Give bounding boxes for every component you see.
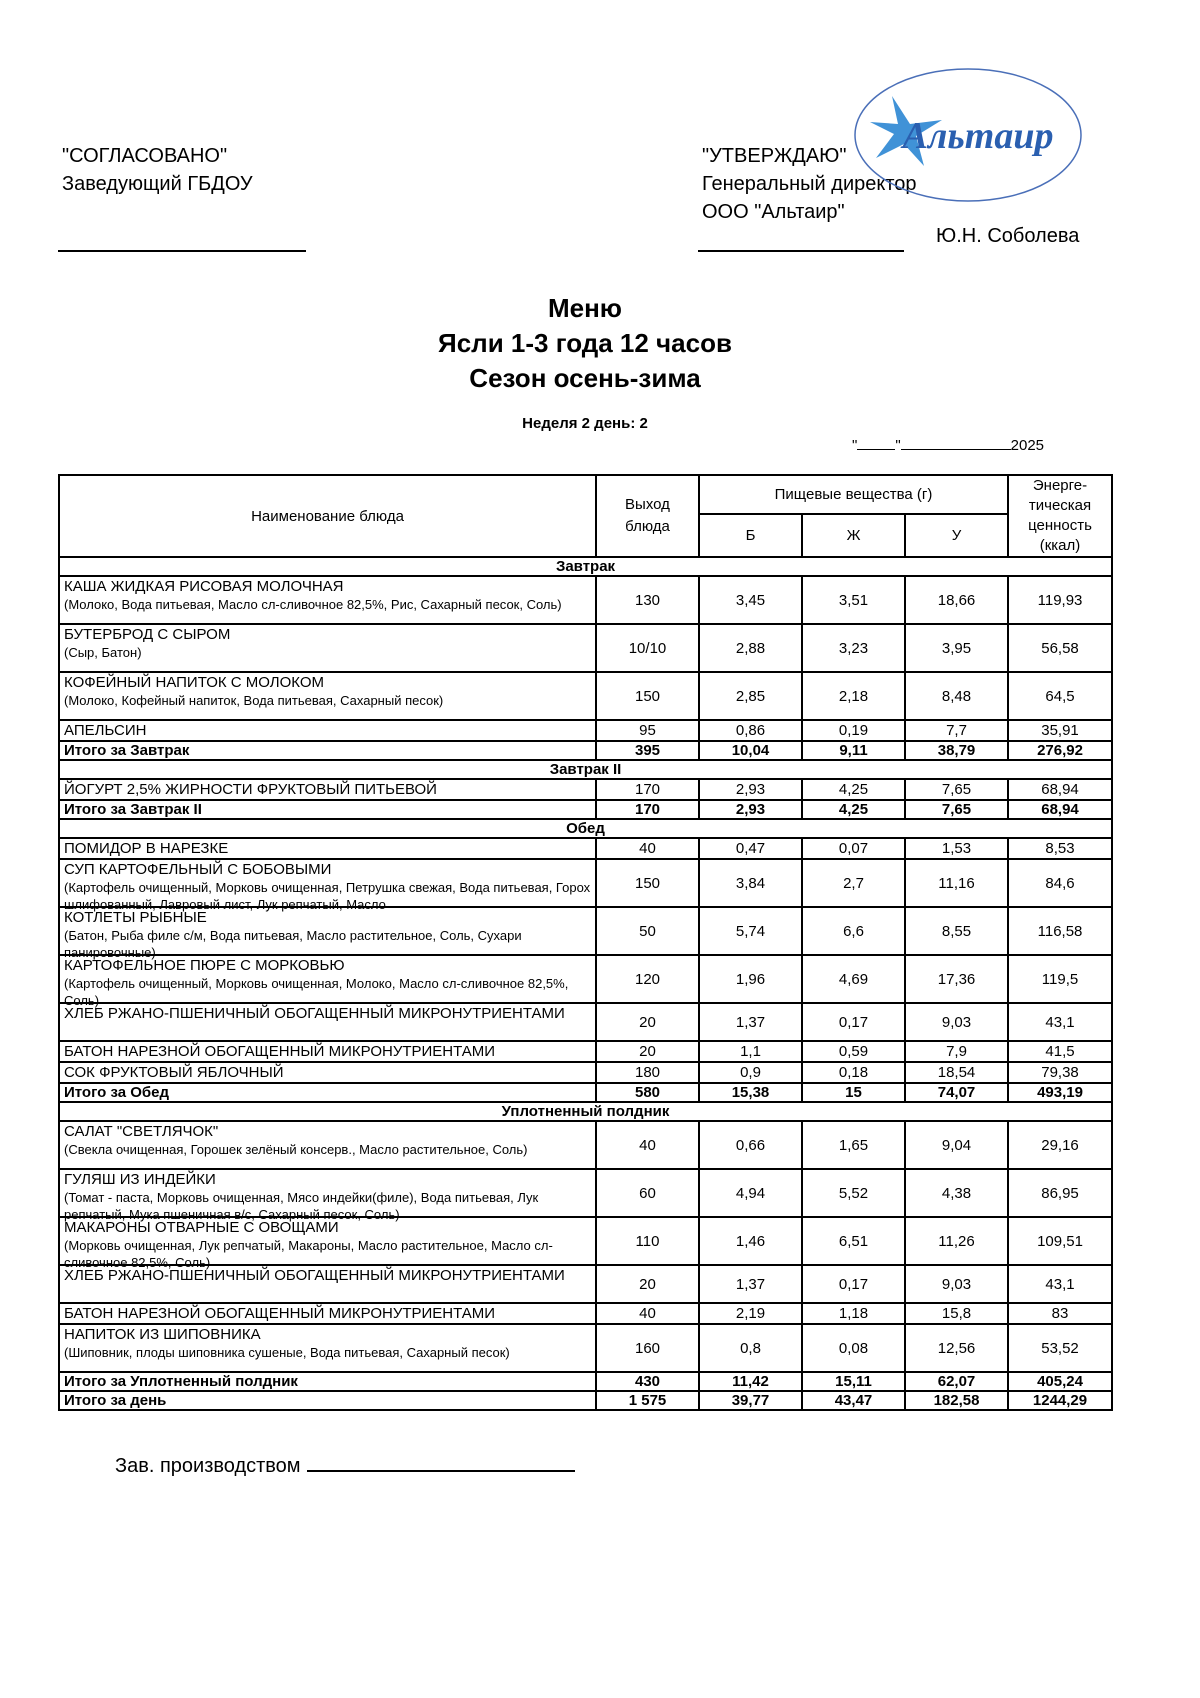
energy-cell: 68,94 — [1008, 779, 1112, 800]
energy-cell: 1244,29 — [1008, 1391, 1112, 1410]
carbs-cell: 1,53 — [905, 838, 1008, 859]
approval-right-signature-line — [698, 250, 904, 252]
header-dish-name: Наименование блюда — [59, 475, 596, 557]
output-cell: 50 — [596, 907, 699, 955]
header-output: Выход блюда — [596, 475, 699, 557]
fat-cell: 0,17 — [802, 1003, 905, 1041]
protein-cell: 1,96 — [699, 955, 802, 1003]
fat-cell: 15 — [802, 1083, 905, 1102]
approval-right-position: Генеральный директор — [702, 173, 917, 195]
output-cell: 395 — [596, 741, 699, 760]
dish-row — [59, 1265, 1112, 1303]
output-cell: 120 — [596, 955, 699, 1003]
menu-table-header — [59, 475, 1112, 557]
dish-name-cell — [59, 955, 596, 1008]
dish-name: ПОМИДОР В НАРЕЗКЕ — [64, 840, 229, 857]
dish-name: СОК ФРУКТОВЫЙ ЯБЛОЧНЫЙ — [64, 1064, 284, 1081]
energy-cell: 116,58 — [1008, 907, 1112, 955]
energy-cell: 41,5 — [1008, 1041, 1112, 1062]
dish-row — [59, 838, 1112, 859]
carbs-cell: 4,38 — [905, 1169, 1008, 1217]
carbs-cell: 18,54 — [905, 1062, 1008, 1083]
protein-cell: 1,37 — [699, 1265, 802, 1303]
dish-name-cell — [59, 720, 596, 741]
protein-cell: 3,45 — [699, 576, 802, 624]
energy-cell: 493,19 — [1008, 1083, 1112, 1102]
fat-cell: 15,11 — [802, 1372, 905, 1391]
dish-row — [59, 576, 1112, 624]
protein-cell: 1,1 — [699, 1041, 802, 1062]
dish-name: АПЕЛЬСИН — [64, 722, 147, 739]
section-header-row — [59, 819, 1112, 838]
section-total-row — [59, 1083, 1112, 1102]
day-total-row — [59, 1391, 1112, 1410]
carbs-cell: 3,95 — [905, 624, 1008, 672]
fat-cell: 2,7 — [802, 859, 905, 907]
dish-name-cell — [59, 838, 596, 859]
energy-cell: 405,24 — [1008, 1372, 1112, 1391]
fat-cell: 0,59 — [802, 1041, 905, 1062]
protein-cell: 0,8 — [699, 1324, 802, 1372]
protein-cell: 39,77 — [699, 1391, 802, 1410]
dish-name: СУП КАРТОФЕЛЬНЫЙ С БОБОВЫМИ — [64, 861, 332, 878]
energy-cell: 35,91 — [1008, 720, 1112, 741]
carbs-cell: 7,9 — [905, 1041, 1008, 1062]
section-title: Завтрак II — [59, 760, 1112, 779]
carbs-cell: 15,8 — [905, 1303, 1008, 1324]
dish-name: ХЛЕБ РЖАНО-ПШЕНИЧНЫЙ ОБОГАЩЕННЫЙ МИКРОНУТРИЕНТАМИ — [64, 1005, 565, 1022]
output-cell: 150 — [596, 859, 699, 907]
dish-name-cell — [59, 1003, 596, 1041]
output-cell: 580 — [596, 1083, 699, 1102]
fat-cell: 0,08 — [802, 1324, 905, 1372]
dish-row — [59, 859, 1112, 907]
carbs-cell: 8,55 — [905, 907, 1008, 955]
carbs-cell: 17,36 — [905, 955, 1008, 1003]
energy-cell: 8,53 — [1008, 838, 1112, 859]
carbs-cell: 74,07 — [905, 1083, 1008, 1102]
carbs-cell: 182,58 — [905, 1391, 1008, 1410]
protein-cell: 1,37 — [699, 1003, 802, 1041]
output-cell: 10/10 — [596, 624, 699, 672]
date-day-blank — [857, 435, 895, 450]
dish-name-cell — [59, 1062, 596, 1083]
footer-signature — [115, 1452, 575, 1478]
output-cell: 60 — [596, 1169, 699, 1217]
carbs-cell: 18,66 — [905, 576, 1008, 624]
dish-row — [59, 1169, 1112, 1217]
protein-cell: 15,38 — [699, 1083, 802, 1102]
dish-name: БАТОН НАРЕЗНОЙ ОБОГАЩЕННЫЙ МИКРОНУТРИЕНТАМИ — [64, 1305, 496, 1322]
carbs-cell: 38,79 — [905, 741, 1008, 760]
energy-cell: 84,6 — [1008, 859, 1112, 907]
date-close-quote: " — [895, 437, 901, 454]
fat-cell: 43,47 — [802, 1391, 905, 1410]
dish-ingredients: (Шиповник, плоды шиповника сушеные, Вода питьевая, Сахарный песок) — [64, 1345, 510, 1360]
output-cell: 170 — [596, 779, 699, 800]
fat-cell: 6,51 — [802, 1217, 905, 1265]
approval-right-company: ООО "Альтаир" — [702, 201, 845, 223]
fat-cell: 4,25 — [802, 800, 905, 819]
protein-cell: 11,42 — [699, 1372, 802, 1391]
day-total-label: Итого за день — [59, 1391, 596, 1410]
dish-row — [59, 1303, 1112, 1324]
total-label: Итого за Уплотненный полдник — [59, 1372, 596, 1391]
output-cell: 150 — [596, 672, 699, 720]
output-cell: 40 — [596, 1121, 699, 1169]
dish-name: МАКАРОНЫ ОТВАРНЫЕ С ОВОЩАМИ — [64, 1219, 339, 1236]
dish-row — [59, 955, 1112, 1003]
output-cell: 170 — [596, 800, 699, 819]
output-cell: 20 — [596, 1003, 699, 1041]
energy-cell: 29,16 — [1008, 1121, 1112, 1169]
dish-row — [59, 1003, 1112, 1041]
approval-left-signature-line — [58, 250, 306, 252]
fat-cell: 0,19 — [802, 720, 905, 741]
dish-name-cell — [59, 1265, 596, 1303]
dish-name-cell — [59, 1324, 596, 1372]
approval-left-label: "СОГЛАСОВАНО" — [62, 145, 228, 167]
carbs-cell: 9,04 — [905, 1121, 1008, 1169]
carbs-cell: 7,65 — [905, 800, 1008, 819]
dish-row — [59, 907, 1112, 955]
protein-cell: 2,88 — [699, 624, 802, 672]
protein-cell: 2,19 — [699, 1303, 802, 1324]
section-header-row — [59, 557, 1112, 576]
approval-left-position: Заведующий ГБДОУ — [62, 173, 253, 195]
output-cell: 20 — [596, 1041, 699, 1062]
output-cell: 95 — [596, 720, 699, 741]
dish-ingredients: (Картофель очищенный, Морковь очищенная, Петрушка свежая, Вода питьевая, Горох шлифованный, Лавровый лист, Лук репчатый, Масло — [64, 880, 591, 912]
footer-label: Зав. производством — [115, 1455, 301, 1477]
date-month-blank — [901, 435, 1011, 450]
dish-ingredients: (Томат - паста, Морковь очищенная, Мясо индейки(филе), Вода питьевая, Лук репчатый, Мука пшеничная в/с, Сахарный песок, Соль) — [64, 1190, 539, 1222]
section-total-row — [59, 741, 1112, 760]
energy-cell: 56,58 — [1008, 624, 1112, 672]
energy-cell: 43,1 — [1008, 1265, 1112, 1303]
carbs-cell: 11,26 — [905, 1217, 1008, 1265]
dish-ingredients: (Свекла очищенная, Горошек зелёный консерв., Масло растительное, Соль) — [64, 1142, 528, 1157]
fat-cell: 6,6 — [802, 907, 905, 955]
menu-table-body — [59, 557, 1112, 1410]
dish-row — [59, 672, 1112, 720]
date-year: 2025 — [1010, 437, 1045, 454]
output-cell: 180 — [596, 1062, 699, 1083]
protein-cell: 1,46 — [699, 1217, 802, 1265]
protein-cell: 0,47 — [699, 838, 802, 859]
output-cell: 130 — [596, 576, 699, 624]
energy-cell: 119,5 — [1008, 955, 1112, 1003]
header-energy: Энерге-тическая ценность (ккал) — [1008, 475, 1112, 557]
title-season: Сезон осень-зима — [469, 363, 701, 393]
date-open-quote: " — [852, 437, 858, 454]
dish-name-cell — [59, 779, 596, 800]
dish-name: ГУЛЯШ ИЗ ИНДЕЙКИ — [64, 1171, 216, 1188]
protein-cell: 2,93 — [699, 800, 802, 819]
dish-row — [59, 720, 1112, 741]
header-fat: Ж — [802, 514, 905, 557]
dish-name-cell — [59, 859, 596, 912]
energy-cell: 53,52 — [1008, 1324, 1112, 1372]
section-total-row — [59, 1372, 1112, 1391]
dish-ingredients: (Батон, Рыба филе с/м, Вода питьевая, Масло растительное, Соль, Сухари панировочные) — [64, 928, 522, 960]
header-protein: Б — [699, 514, 802, 557]
fat-cell: 5,52 — [802, 1169, 905, 1217]
dish-name-cell — [59, 1217, 596, 1270]
dish-name: КАРТОФЕЛЬНОЕ ПЮРЕ С МОРКОВЬЮ — [64, 957, 345, 974]
section-title: Уплотненный полдник — [59, 1102, 1112, 1121]
dish-ingredients: (Молоко, Вода питьевая, Масло сл-сливочное 82,5%, Рис, Сахарный песок, Соль) — [64, 597, 562, 612]
approval-right-label: "УТВЕРЖДАЮ" — [702, 145, 847, 167]
director-name: Ю.Н. Соболева — [936, 225, 1080, 247]
total-label: Итого за Обед — [59, 1083, 596, 1102]
output-cell: 40 — [596, 1303, 699, 1324]
dish-name-cell — [59, 1303, 596, 1324]
dish-name: НАПИТОК ИЗ ШИПОВНИКА — [64, 1326, 261, 1343]
approval-left-block — [62, 142, 253, 198]
carbs-cell: 8,48 — [905, 672, 1008, 720]
logo-text: Альтаир — [902, 115, 1054, 157]
fat-cell: 0,07 — [802, 838, 905, 859]
date-line — [852, 435, 1044, 454]
energy-cell: 79,38 — [1008, 1062, 1112, 1083]
fat-cell: 0,17 — [802, 1265, 905, 1303]
protein-cell: 0,86 — [699, 720, 802, 741]
dish-row — [59, 1062, 1112, 1083]
dish-row — [59, 779, 1112, 800]
dish-name: ХЛЕБ РЖАНО-ПШЕНИЧНЫЙ ОБОГАЩЕННЫЙ МИКРОНУТРИЕНТАМИ — [64, 1267, 565, 1284]
total-label: Итого за Завтрак — [59, 741, 596, 760]
dish-ingredients: (Сыр, Батон) — [64, 645, 142, 660]
section-header-row — [59, 1102, 1112, 1121]
dish-name-cell — [59, 1169, 596, 1222]
section-title: Завтрак — [59, 557, 1112, 576]
total-label: Итого за Завтрак II — [59, 800, 596, 819]
energy-cell: 86,95 — [1008, 1169, 1112, 1217]
dish-name: БАТОН НАРЕЗНОЙ ОБОГАЩЕННЫЙ МИКРОНУТРИЕНТАМИ — [64, 1043, 496, 1060]
dish-ingredients: (Картофель очищенный, Морковь очищенная, Молоко, Масло сл-сливочное 82,5%, Соль) — [64, 976, 569, 1008]
fat-cell: 0,18 — [802, 1062, 905, 1083]
energy-cell: 276,92 — [1008, 741, 1112, 760]
dish-name: КОТЛЕТЫ РЫБНЫЕ — [64, 909, 207, 926]
week-day-label: Неделя 2 день: 2 — [522, 415, 648, 432]
energy-cell: 64,5 — [1008, 672, 1112, 720]
output-cell: 40 — [596, 838, 699, 859]
header-carbs: У — [905, 514, 1008, 557]
dish-name: КАША ЖИДКАЯ РИСОВАЯ МОЛОЧНАЯ — [64, 578, 344, 595]
dish-ingredients: (Морковь очищенная, Лук репчатый, Макароны, Масло растительное, Масло сл-сливочное 82,5%, Соль) — [64, 1238, 553, 1270]
title-menu: Меню — [547, 293, 623, 323]
dish-name-cell — [59, 672, 596, 720]
energy-cell: 43,1 — [1008, 1003, 1112, 1041]
dish-name-cell — [59, 576, 596, 624]
dish-name-cell — [59, 1121, 596, 1169]
protein-cell: 0,9 — [699, 1062, 802, 1083]
carbs-cell: 9,03 — [905, 1265, 1008, 1303]
protein-cell: 4,94 — [699, 1169, 802, 1217]
fat-cell: 1,18 — [802, 1303, 905, 1324]
protein-cell: 10,04 — [699, 741, 802, 760]
fat-cell: 4,25 — [802, 779, 905, 800]
protein-cell: 2,93 — [699, 779, 802, 800]
carbs-cell: 9,03 — [905, 1003, 1008, 1041]
carbs-cell: 7,65 — [905, 779, 1008, 800]
carbs-cell: 11,16 — [905, 859, 1008, 907]
section-title: Обед — [59, 819, 1112, 838]
carbs-cell: 62,07 — [905, 1372, 1008, 1391]
header-nutrients: Пищевые вещества (г) — [699, 475, 1008, 514]
dish-name: ЙОГУРТ 2,5% ЖИРНОСТИ ФРУКТОВЫЙ ПИТЬЕВОЙ — [64, 781, 437, 798]
section-header-row — [59, 760, 1112, 779]
energy-cell: 83 — [1008, 1303, 1112, 1324]
dish-name-cell — [59, 907, 596, 960]
fat-cell: 4,69 — [802, 955, 905, 1003]
output-cell: 160 — [596, 1324, 699, 1372]
carbs-cell: 12,56 — [905, 1324, 1008, 1372]
menu-table — [58, 474, 1113, 1411]
fat-cell: 9,11 — [802, 741, 905, 760]
company-logo — [852, 66, 1084, 204]
protein-cell: 3,84 — [699, 859, 802, 907]
carbs-cell: 7,7 — [905, 720, 1008, 741]
section-total-row — [59, 800, 1112, 819]
fat-cell: 3,51 — [802, 576, 905, 624]
dish-row — [59, 1121, 1112, 1169]
fat-cell: 3,23 — [802, 624, 905, 672]
output-cell: 1 575 — [596, 1391, 699, 1410]
fat-cell: 1,65 — [802, 1121, 905, 1169]
output-cell: 110 — [596, 1217, 699, 1265]
dish-row — [59, 624, 1112, 672]
output-cell: 20 — [596, 1265, 699, 1303]
protein-cell: 5,74 — [699, 907, 802, 955]
dish-name-cell — [59, 1041, 596, 1062]
energy-cell: 109,51 — [1008, 1217, 1112, 1265]
output-cell: 430 — [596, 1372, 699, 1391]
dish-row — [59, 1041, 1112, 1062]
dish-row — [59, 1324, 1112, 1372]
energy-cell: 68,94 — [1008, 800, 1112, 819]
dish-name: КОФЕЙНЫЙ НАПИТОК С МОЛОКОМ — [64, 674, 325, 691]
dish-row — [59, 1217, 1112, 1265]
protein-cell: 2,85 — [699, 672, 802, 720]
dish-name-cell — [59, 624, 596, 672]
fat-cell: 2,18 — [802, 672, 905, 720]
dish-ingredients: (Молоко, Кофейный напиток, Вода питьевая, Сахарный песок) — [64, 693, 444, 708]
dish-name: БУТЕРБРОД С СЫРОМ — [64, 626, 231, 643]
dish-name: САЛАТ "СВЕТЛЯЧОК" — [64, 1123, 219, 1140]
title-group: Ясли 1-3 года 12 часов — [438, 328, 732, 358]
energy-cell: 119,93 — [1008, 576, 1112, 624]
protein-cell: 0,66 — [699, 1121, 802, 1169]
footer-signature-line — [307, 1452, 575, 1472]
